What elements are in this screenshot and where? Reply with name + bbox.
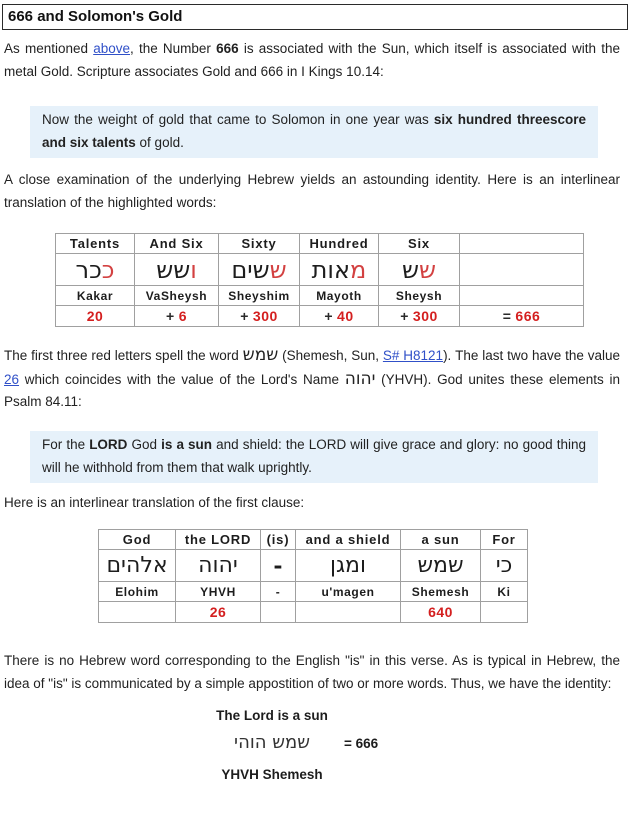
quote2-text-3: and shield: the LORD will give grace and glory: no good thing will he withhold from them that walk uprightly.	[42, 436, 586, 475]
number-666-bold: 666	[216, 41, 239, 56]
table1-header-blank	[460, 234, 584, 254]
hebrew-examination-paragraph: A close examination of the underlying Hebrew yields an astounding identity. Here is an interlinear translation of the highlighted words:	[4, 172, 620, 210]
quote1-bold-talents: six hundred threescore and six talents	[42, 112, 586, 150]
red-letters-paragraph	[4, 344, 620, 414]
table1-hebrew-sheysh: שש	[379, 254, 460, 286]
identity-value-666: = 666	[344, 736, 379, 751]
table1-total-666: = 666	[460, 306, 584, 327]
table2-values-row	[99, 602, 528, 623]
intro-text-1: As mentioned	[4, 41, 94, 56]
above-link[interactable]: above	[93, 41, 130, 56]
table2-value-640: 640	[401, 602, 481, 623]
identity-english: The Lord is a sun	[216, 708, 328, 723]
table1-hebrew-row	[56, 254, 584, 286]
table2-header-shield: and a shield	[296, 530, 401, 550]
table1-translit-kakar: Kakar	[56, 286, 135, 306]
table2-header-is: (is)	[261, 530, 296, 550]
table2-translit-yhvh: YHVH	[176, 582, 261, 602]
table1-header-sixty: Sixty	[219, 234, 300, 254]
table2-value-blank-2	[261, 602, 296, 623]
table2-hebrew-row	[99, 550, 528, 582]
table1-translit-sheysh: Sheysh	[379, 286, 460, 306]
table2-value-blank-3	[296, 602, 401, 623]
table2-hebrew-yhvh: יהוה	[176, 550, 261, 582]
table2-translit-ki: Ki	[481, 582, 528, 602]
table1-hebrew-mayoth: מאות	[300, 254, 379, 286]
table2-translit-dash: -	[261, 582, 296, 602]
table1-header-talents: Talents	[56, 234, 135, 254]
table1-translit-row	[56, 286, 584, 306]
quote1-text-2: of gold.	[135, 135, 184, 150]
table2-hebrew-dash: -	[261, 550, 296, 582]
table2-translit-umagen: u'magen	[296, 582, 401, 602]
first-clause-paragraph: Here is an interlinear translation of the first clause:	[4, 494, 305, 510]
identity-equation	[72, 732, 472, 758]
shemesh-hebrew-inline: שמש	[242, 345, 279, 365]
intro-text-3: is associated with the Sun, which itself is associated with the metal Gold. Scripture associates Gold and 666 in I Kings 10.14:	[4, 41, 620, 79]
table2-value-blank-4	[481, 602, 528, 623]
p3-text-5: (YHVH). God unites these elements in Psalm 84.11:	[4, 371, 620, 409]
quote2-text-1: For the	[42, 436, 90, 452]
p3-text-1: The first three red letters spell the word	[4, 348, 243, 363]
table1-translit-vasheysh: VaSheysh	[135, 286, 219, 306]
table2-header-the-lord: the LORD	[176, 530, 261, 550]
strongs-h8121-link[interactable]: S# H8121	[382, 348, 444, 363]
intro-paragraph	[4, 38, 620, 83]
table1-header-six: Six	[379, 234, 460, 254]
table1-values-row	[56, 306, 584, 327]
table1-value-300a: + 300	[219, 306, 300, 327]
yhvh-hebrew-inline: יהוה	[344, 368, 376, 389]
table1-value-20: 20	[56, 306, 135, 327]
quote2-bold-is-a-sun: is a sun	[161, 436, 213, 452]
interlinear-table-psalm	[98, 529, 528, 623]
table1-header-andsix: And Six	[135, 234, 219, 254]
table1-value-300b: + 300	[379, 306, 460, 327]
table1-hebrew-vasheysh: ושש	[135, 254, 219, 286]
table2-header-for: For	[481, 530, 528, 550]
table2-hebrew-shemesh: שמש	[401, 550, 481, 582]
table2-hebrew-elohim: אלהים	[99, 550, 176, 582]
table1-hebrew-blank	[460, 254, 584, 286]
interlinear-table-solomon-gold	[55, 233, 584, 327]
table1-hebrew-kakar: ככר	[56, 254, 135, 286]
table2-hebrew-ki: כי	[481, 550, 528, 582]
intro-text-2: , the Number	[130, 41, 217, 56]
identity-transliteration: YHVH Shemesh	[221, 767, 323, 782]
table2-header-a-sun: a sun	[401, 530, 481, 550]
table2-hebrew-umagen: ומגן	[296, 550, 401, 582]
table1-hebrew-sheyshim: ששים	[219, 254, 300, 286]
apposition-paragraph: There is no Hebrew word corresponding to the English "is" in this verse. As is typical in Hebrew, the idea of "is" is communicated by a simple appostition of two or more words. Thus, we have the identity:	[4, 653, 620, 691]
quote2-text-2: God	[127, 436, 162, 452]
table2-header-god: God	[99, 530, 176, 550]
quote1-text-1: Now the weight of gold that came to Solomon in one year was	[42, 112, 434, 127]
table2-value-26: 26	[176, 602, 261, 623]
quote-psalm-84-11	[30, 431, 598, 483]
quote-1kings-10-14	[30, 106, 598, 158]
identity-hebrew: יהוה שמש	[234, 732, 310, 753]
table2-translit-elohim: Elohim	[99, 582, 176, 602]
table2-translit-row	[99, 582, 528, 602]
table1-translit-mayoth: Mayoth	[300, 286, 379, 306]
table1-translit-sheyshim: Sheyshim	[219, 286, 300, 306]
page-title: 666 and Solomon's Gold	[2, 4, 628, 30]
table2-translit-shemesh: Shemesh	[401, 582, 481, 602]
table1-header-hundred: Hundred	[300, 234, 379, 254]
p3-text-4: which coincides with the value of the Lord's Name	[19, 371, 345, 387]
table1-header-row	[56, 234, 584, 254]
quote2-bold-lord: LORD	[89, 436, 128, 452]
table1-value-40: + 40	[300, 306, 379, 327]
value-26-link[interactable]: 26	[4, 371, 20, 387]
article-page	[0, 4, 630, 825]
table1-value-6: + 6	[135, 306, 219, 327]
table2-value-blank-1	[99, 602, 176, 623]
p3-text-3: ). The last two have the value	[443, 348, 621, 363]
p3-text-2: (Shemesh, Sun,	[278, 348, 383, 363]
identity-block	[72, 708, 472, 782]
table1-translit-blank	[460, 286, 584, 306]
table2-header-row	[99, 530, 528, 550]
